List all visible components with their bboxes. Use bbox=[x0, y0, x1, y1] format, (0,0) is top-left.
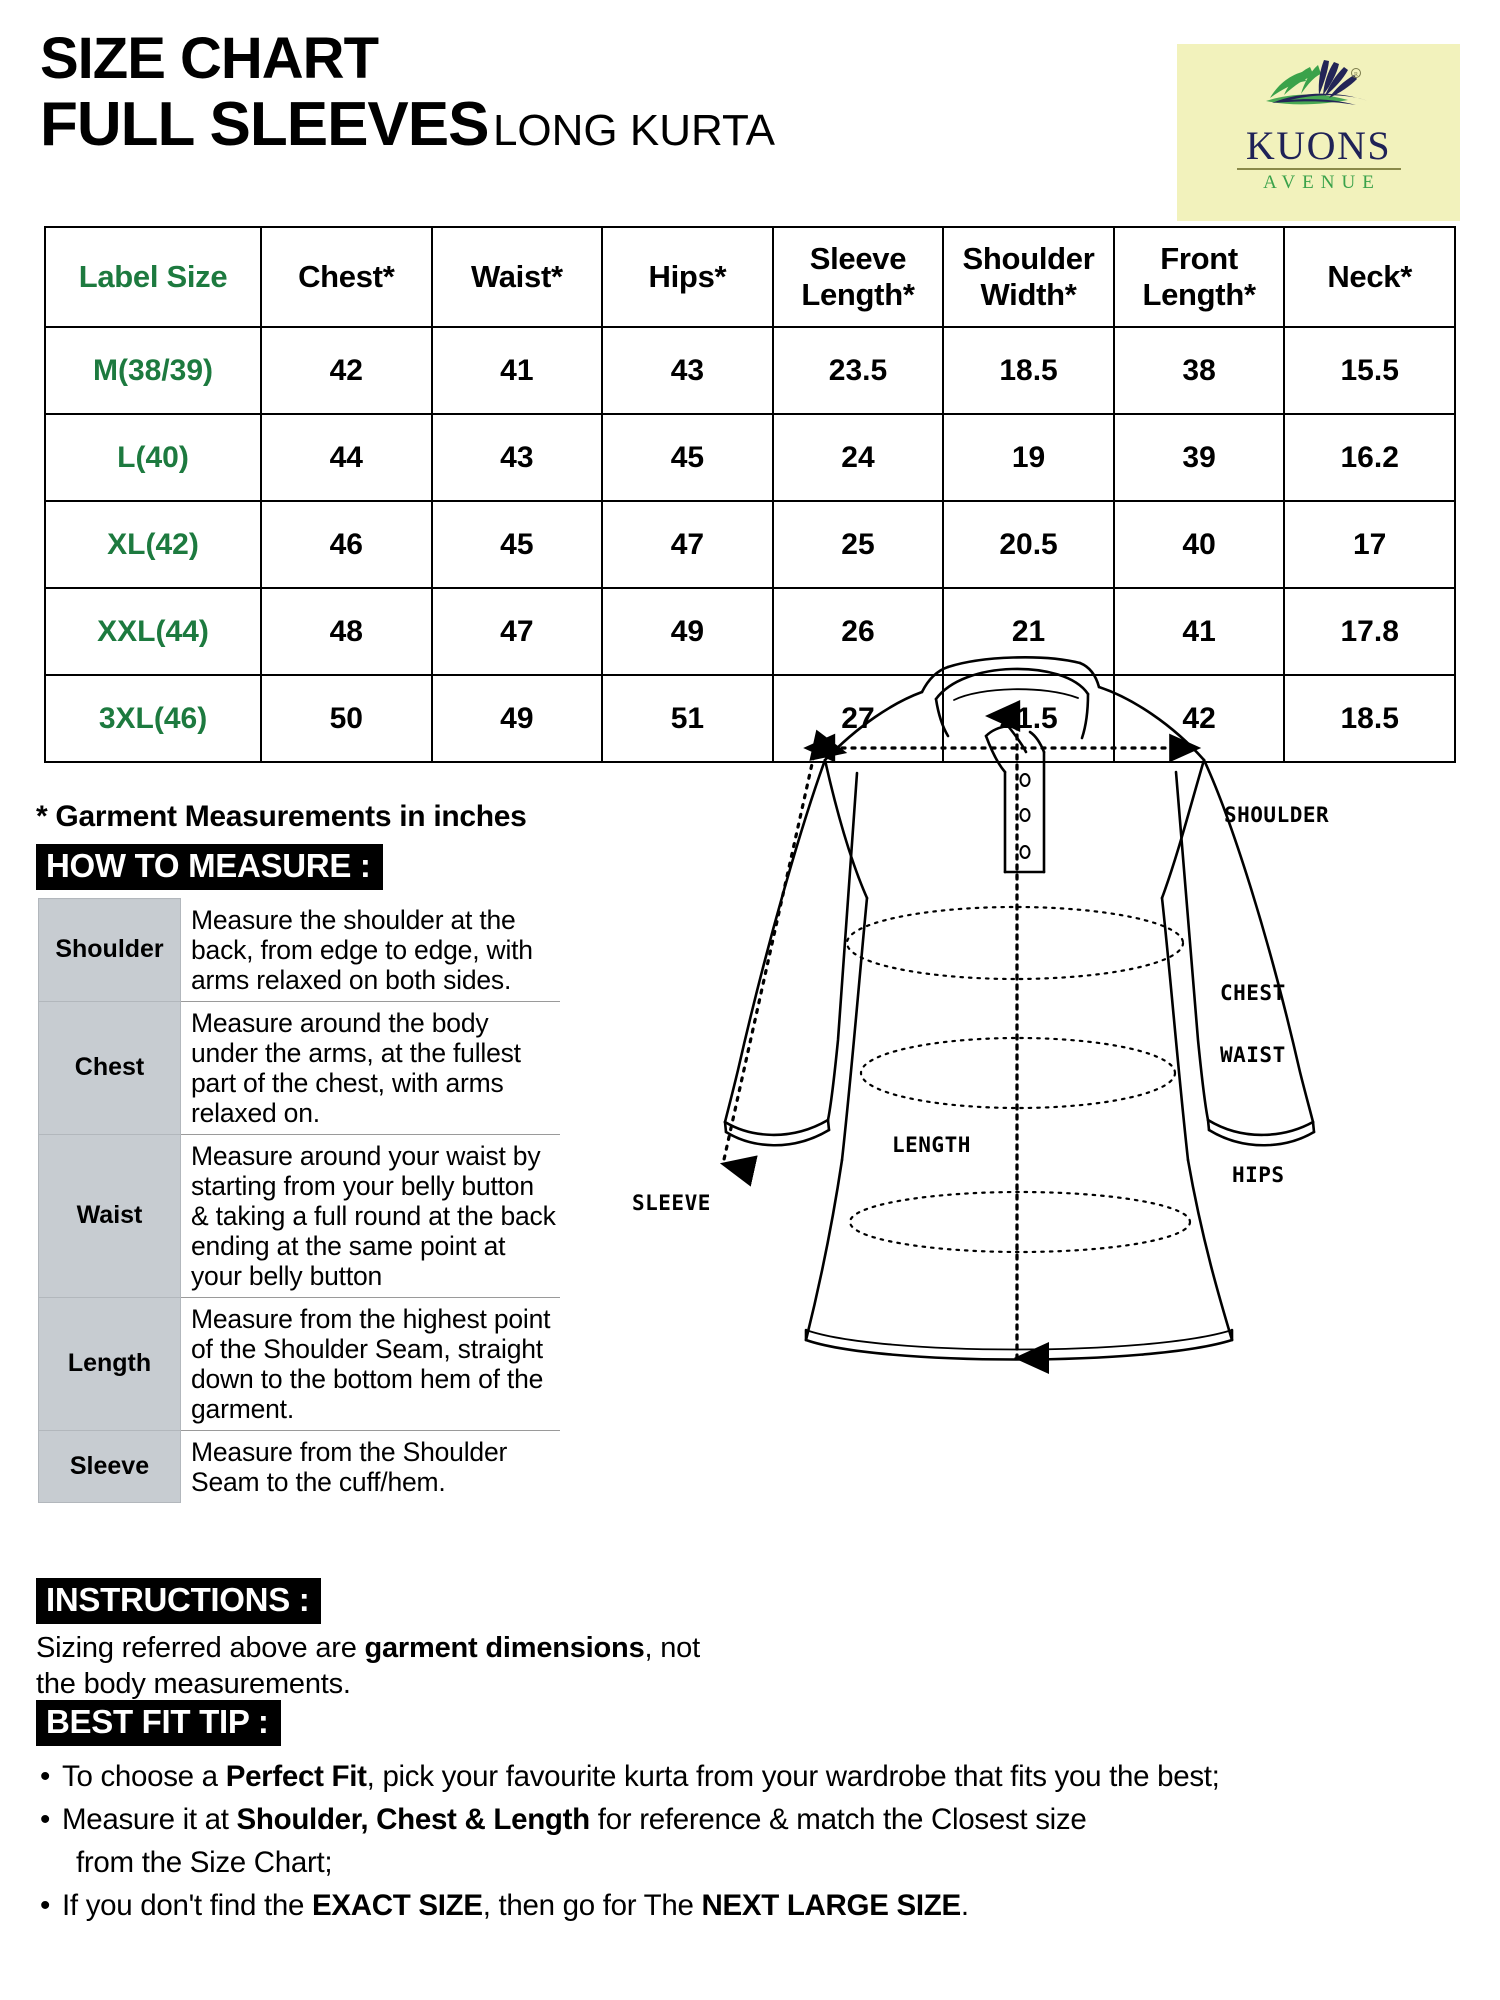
bullet-text-continuation: from the Size Chart; bbox=[76, 1846, 333, 1879]
bullet-icon: • bbox=[40, 1889, 51, 1922]
diagram-label-shoulder: SHOULDER bbox=[1224, 803, 1330, 827]
bullet-text-bold-2: NEXT LARGE SIZE bbox=[701, 1889, 961, 1922]
instructions-text-a: Sizing referred above are bbox=[36, 1632, 365, 1664]
cell-sleeve-length: 26 bbox=[773, 588, 944, 675]
bullet-text-a: Measure it at bbox=[62, 1803, 237, 1836]
bullet-text-bold: Shoulder, Chest & Length bbox=[236, 1803, 590, 1836]
cell-waist: 49 bbox=[432, 675, 603, 762]
sleeve-measure-arrow bbox=[723, 746, 816, 1164]
cell-shoulder-width: 18.5 bbox=[943, 327, 1114, 414]
diagram-label-waist: WAIST bbox=[1220, 1043, 1286, 1067]
button-icon bbox=[1021, 846, 1030, 858]
instructions-heading: INSTRUCTIONS : bbox=[36, 1578, 321, 1624]
bullet-text-b: for reference & match the Closest size bbox=[589, 1803, 1087, 1836]
cell-chest: 50 bbox=[261, 675, 432, 762]
bullet-icon: • bbox=[40, 1803, 51, 1836]
page-header bbox=[0, 0, 1500, 222]
cell-label-size: 3XL(46) bbox=[45, 675, 261, 762]
measure-desc-chest: Measure around the body under the arms, at the fullest part of the chest, with arms relaxed on. bbox=[181, 1001, 561, 1134]
measure-name-sleeve: Sleeve bbox=[39, 1430, 181, 1503]
column-header-chest: Chest* bbox=[261, 227, 432, 327]
logo-name: KUONS bbox=[1245, 123, 1392, 168]
instructions-text bbox=[36, 1630, 736, 1702]
cell-chest: 42 bbox=[261, 327, 432, 414]
cell-sleeve-length: 24 bbox=[773, 414, 944, 501]
cell-sleeve-length: 23.5 bbox=[773, 327, 944, 414]
bullet-text-b: , pick your favourite kurta from your wardrobe that fits you the best; bbox=[366, 1760, 1220, 1793]
cell-sleeve-length: 25 bbox=[773, 501, 944, 588]
front-word-1: Front bbox=[1160, 241, 1238, 276]
button-icon bbox=[1021, 774, 1030, 786]
cell-chest: 46 bbox=[261, 501, 432, 588]
measure-row bbox=[39, 899, 561, 1002]
bullet-icon: • bbox=[40, 1760, 51, 1793]
cell-chest: 48 bbox=[261, 588, 432, 675]
cell-shoulder-width: 20.5 bbox=[943, 501, 1114, 588]
measure-name-shoulder: Shoulder bbox=[39, 899, 181, 1002]
column-header-neck: Neck* bbox=[1284, 227, 1455, 327]
cell-waist: 43 bbox=[432, 414, 603, 501]
kurta-measurement-diagram bbox=[620, 640, 1500, 1380]
bullet-text-c: . bbox=[960, 1889, 969, 1922]
cell-front-length: 41 bbox=[1114, 588, 1285, 675]
bullet-text-a: To choose a bbox=[62, 1760, 226, 1793]
hips-measure-ellipse bbox=[850, 1192, 1190, 1252]
cell-hips: 47 bbox=[602, 501, 773, 588]
measure-name-length: Length bbox=[39, 1297, 181, 1430]
title-subtitle-line bbox=[40, 92, 775, 174]
cell-hips: 45 bbox=[602, 414, 773, 501]
table-row bbox=[45, 414, 1455, 501]
measure-row bbox=[39, 1134, 561, 1297]
cell-label-size: XXL(44) bbox=[45, 588, 261, 675]
title-long-kurta: LONG KURTA bbox=[492, 106, 775, 155]
logo-tagline: AVENUE bbox=[1263, 172, 1381, 193]
measure-name-waist: Waist bbox=[39, 1134, 181, 1297]
cell-label-size: XL(42) bbox=[45, 501, 261, 588]
cell-shoulder-width: 21 bbox=[943, 588, 1114, 675]
measure-row bbox=[39, 1430, 561, 1503]
column-header-shoulder-width bbox=[943, 227, 1114, 327]
title-size-chart: SIZE CHART bbox=[40, 26, 378, 91]
palm-frond-icon bbox=[1244, 56, 1394, 127]
chest-measure-ellipse bbox=[847, 907, 1183, 979]
logo-divider bbox=[1237, 168, 1401, 170]
table-header-row bbox=[45, 227, 1455, 327]
cell-chest: 44 bbox=[261, 414, 432, 501]
sleeve-word-2: Length* bbox=[801, 277, 915, 312]
diagram-label-length: LENGTH bbox=[892, 1133, 971, 1157]
cell-front-length: 40 bbox=[1114, 501, 1285, 588]
column-header-hips: Hips* bbox=[602, 227, 773, 327]
title-full-sleeves: FULL SLEEVES bbox=[40, 90, 489, 159]
column-header-waist: Waist* bbox=[432, 227, 603, 327]
garment-measurements-note: * Garment Measurements in inches bbox=[36, 800, 527, 833]
cell-neck: 15.5 bbox=[1284, 327, 1455, 414]
cell-front-length: 42 bbox=[1114, 675, 1285, 762]
instructions-text-bold: garment dimensions bbox=[364, 1632, 645, 1664]
measure-name-chest: Chest bbox=[39, 1001, 181, 1134]
bullet-text-b: , then go for The bbox=[482, 1889, 702, 1922]
measure-desc-shoulder: Measure the shoulder at the back, from edge to edge, with arms relaxed on both sides. bbox=[181, 899, 561, 1002]
measure-desc-sleeve: Measure from the Shoulder Seam to the cuff/hem. bbox=[191, 1436, 508, 1497]
svg-text:R: R bbox=[1353, 72, 1358, 78]
cell-neck: 17.8 bbox=[1284, 588, 1455, 675]
cell-neck: 18.5 bbox=[1284, 675, 1455, 762]
page-title bbox=[40, 28, 775, 174]
cell-neck: 17 bbox=[1284, 501, 1455, 588]
cell-label-size: M(38/39) bbox=[45, 327, 261, 414]
cell-waist: 41 bbox=[432, 327, 603, 414]
cell-waist: 47 bbox=[432, 588, 603, 675]
best-fit-tip-list bbox=[36, 1755, 1476, 1927]
cell-shoulder-width: 21.5 bbox=[943, 675, 1114, 762]
measure-row bbox=[39, 1297, 561, 1430]
cell-hips: 43 bbox=[602, 327, 773, 414]
how-to-measure-table bbox=[38, 898, 560, 1503]
best-fit-tip-heading: BEST FIT TIP : bbox=[36, 1700, 281, 1746]
cell-neck: 16.2 bbox=[1284, 414, 1455, 501]
cell-hips: 49 bbox=[602, 588, 773, 675]
column-header-sleeve-length bbox=[773, 227, 944, 327]
brand-logo bbox=[1177, 44, 1460, 221]
measure-desc-length: Measure from the highest point of the Shoulder Seam, straight down to the bottom hem of the garment. bbox=[181, 1297, 561, 1430]
measure-row bbox=[39, 1001, 561, 1134]
cell-label-size: L(40) bbox=[45, 414, 261, 501]
instructions-text-b: , not the body measurements. bbox=[36, 1632, 700, 1700]
diagram-label-hips: HIPS bbox=[1232, 1163, 1285, 1187]
how-to-measure-heading: HOW TO MEASURE : bbox=[36, 844, 383, 890]
column-header-label-size: Label Size bbox=[45, 227, 261, 327]
list-item bbox=[36, 1798, 1476, 1884]
cell-waist: 45 bbox=[432, 501, 603, 588]
front-word-2: Length* bbox=[1142, 277, 1256, 312]
diagram-label-chest: CHEST bbox=[1220, 981, 1286, 1005]
cell-sleeve-length: 27 bbox=[773, 675, 944, 762]
table-row bbox=[45, 327, 1455, 414]
cell-front-length: 39 bbox=[1114, 414, 1285, 501]
measure-desc-waist: Measure around your waist by starting from your belly button & taking a full round at the back ending at the same point at your belly button bbox=[181, 1134, 561, 1297]
diagram-label-sleeve: SLEEVE bbox=[632, 1191, 711, 1215]
table-row bbox=[45, 501, 1455, 588]
shoulder-word-1: Shoulder bbox=[962, 241, 1095, 276]
sleeve-word-1: Sleeve bbox=[809, 241, 907, 276]
cell-hips: 51 bbox=[602, 675, 773, 762]
cell-front-length: 38 bbox=[1114, 327, 1285, 414]
shoulder-word-2: Width* bbox=[980, 277, 1077, 312]
bullet-text-bold: EXACT SIZE bbox=[311, 1889, 483, 1922]
bullet-text-a: If you don't find the bbox=[62, 1889, 312, 1922]
column-header-front-length bbox=[1114, 227, 1285, 327]
button-icon bbox=[1021, 809, 1030, 821]
list-item bbox=[36, 1884, 1476, 1927]
cell-shoulder-width: 19 bbox=[943, 414, 1114, 501]
list-item bbox=[36, 1755, 1476, 1798]
bullet-text-bold: Perfect Fit bbox=[225, 1760, 367, 1793]
